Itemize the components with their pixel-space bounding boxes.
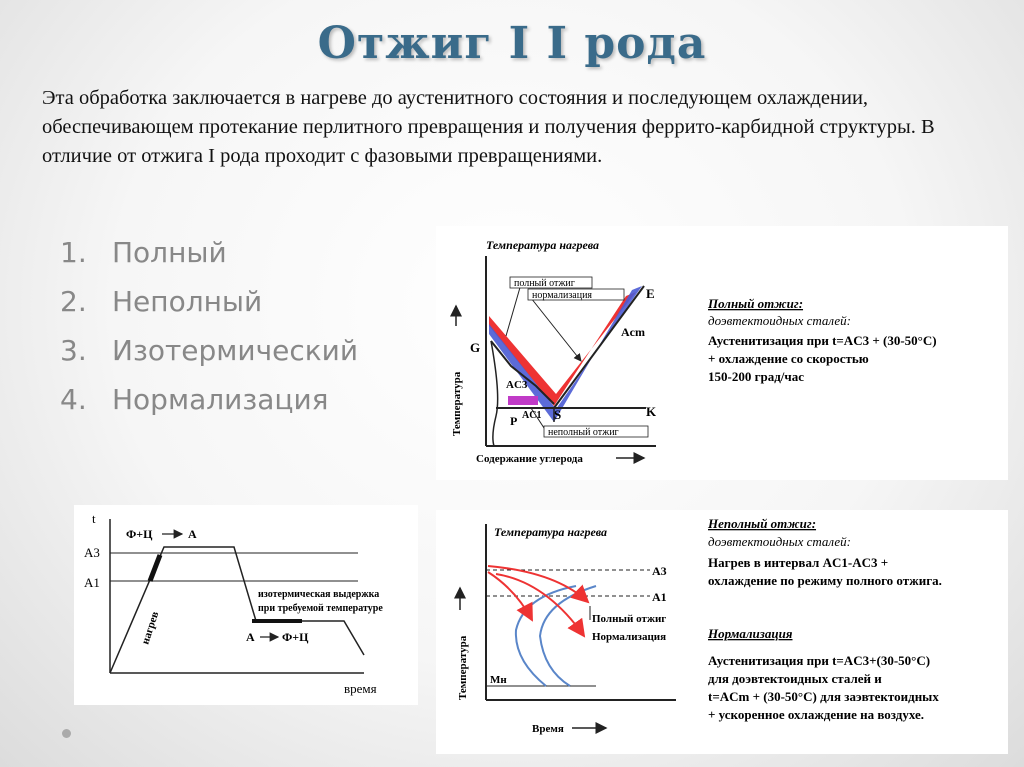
note-full-sub: доэвтектоидных сталей: [708,313,851,328]
cooling-tag-norm: Нормализация [592,631,667,643]
list-label: Нормализация [112,383,329,416]
c-curve-start [516,586,576,686]
cooling-a1: A1 [652,590,667,604]
list-item [60,379,358,428]
note-partial-line1: Нагрев в интервал AC1-AC3 + [708,555,889,570]
list-number: 1. [60,236,87,269]
hold-line1: изотермическая выдержка [258,589,380,600]
cooling-a3: A3 [652,564,667,578]
cooling-tag-full: Полный отжиг [592,613,667,625]
list-label: Изотермический [112,334,359,367]
note-full-line3: 150-200 град/час [708,369,805,384]
label-ac3: AC3 [506,379,528,391]
list-label: Неполный [112,285,263,318]
cooling-diagram [436,510,1008,754]
slide-bullet-dot [62,729,71,738]
note-full-title: Полный отжиг: [708,296,804,311]
time-axis-label: время [344,681,377,696]
phase-x-label: Содержание углерода [476,453,583,465]
cooling-mn: Mн [490,674,507,686]
tag-norm: нормализация [532,290,593,301]
list-number: 4. [60,383,87,416]
tag-full: полный отжиг [514,278,575,289]
list-label: Полный [112,236,227,269]
isothermal-diagram [74,505,418,705]
annealing-methods-list [60,232,358,428]
gp-curve [491,341,498,446]
note-norm-line3: t=ACm + (30-50°C) для заэвтектоидных [708,689,939,704]
tag-partial: неполный отжиг [548,427,619,438]
list-number: 3. [60,334,87,367]
bot-from: A [246,630,255,644]
t-axis-label: t [92,511,96,526]
label-ac1: AC1 [522,410,542,421]
transform-segment-heat [150,555,160,581]
bot-to: Ф+Ц [282,630,309,644]
list-item [60,281,358,330]
leader-norm [531,298,581,361]
slide-title: Отжиг I I рода [317,18,707,69]
a1-label: A1 [84,575,100,590]
phase-heading: Температура нагрева [486,238,600,252]
cooling-diagram-panel [436,510,1008,754]
note-norm-line1: Аустенитизация при t=AC3+(30-50°C) [708,653,931,668]
isothermal-panel [74,505,418,705]
top-from: Ф+Ц [126,527,153,541]
point-e: E [646,286,655,301]
note-norm-title: Нормализация [708,626,793,641]
list-item [60,232,358,281]
intro-paragraph: Эта обработка заключается в нагреве до аустенитного состояния и последующем охлаждении, обеспечивающем протекание перлитного превращения и получения феррито-карбидной структуры. В отличие от отжига I рода проходит с фазовыми превращениями. [42,87,935,167]
note-partial-line2: охлаждение по режиму полного отжига. [708,573,942,588]
cooling-y-label: Температура [457,635,469,700]
leader-full [506,284,521,336]
note-full-line1: Аустенитизация при t=AC3 + (30-50°C) [708,333,937,348]
phase-y-label: Температура [451,371,463,436]
point-p: P [510,414,518,428]
phase-diagram [436,226,1008,480]
list-number: 2. [60,285,87,318]
point-s: S [554,407,562,422]
hold-line2: при требуемой температуре [258,603,383,614]
note-partial-sub: доэвтектоидных сталей: [708,534,851,549]
label-acm: Acm [621,325,645,339]
a3-label: A3 [84,545,100,560]
note-partial-title: Неполный отжиг: [708,516,817,531]
cooling-x-label: Время [532,723,564,735]
note-norm-line2: для доэвтектоидных сталей и [708,671,882,686]
list-item [60,330,358,379]
phase-diagram-panel [436,226,1008,480]
se-line [554,286,644,408]
note-norm-line4: + ускоренное охлаждение на воздухе. [708,707,925,722]
top-to: A [188,527,197,541]
heat-label: нагрев [139,610,162,646]
partial-curve [496,574,584,636]
point-g: G [470,340,481,355]
point-k: K [646,404,657,419]
cooling-heading: Температура нагрева [494,525,608,539]
partial-anneal-band [508,396,538,405]
note-full-line2: + охлаждение со скоростью [708,351,869,366]
